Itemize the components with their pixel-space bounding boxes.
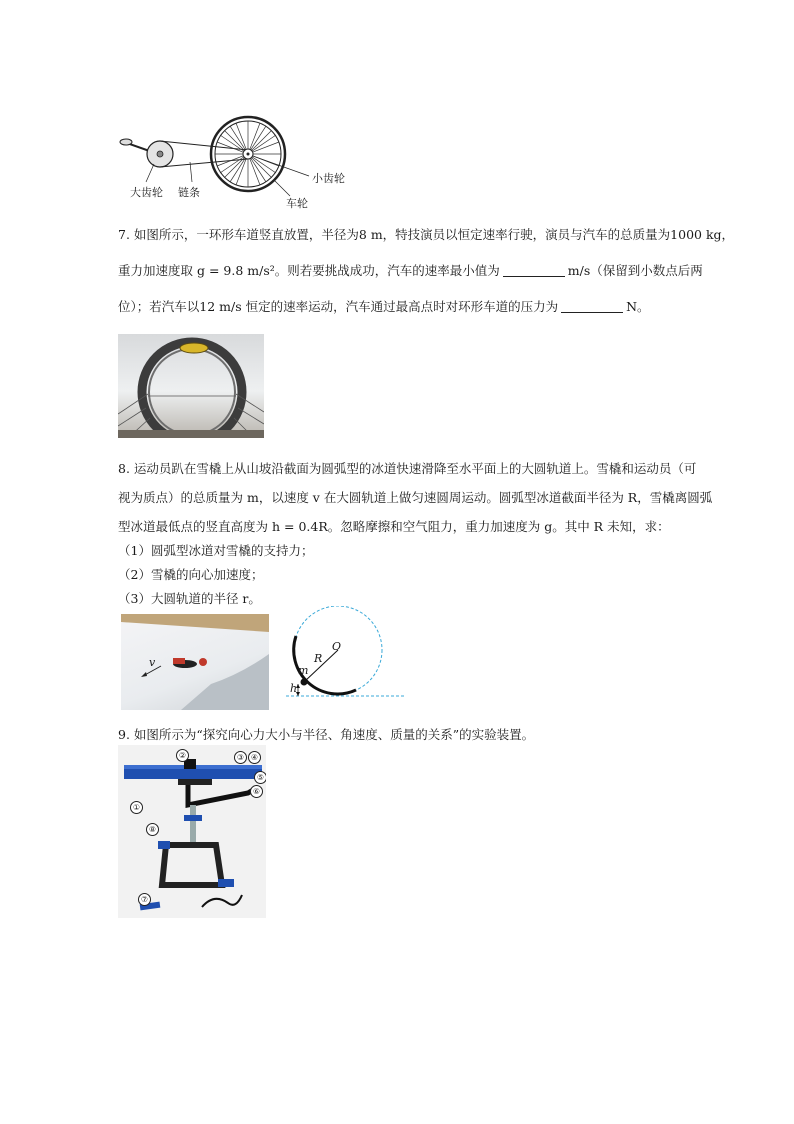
q7-line3-text: 位）；若汽车以12 m/s 恒定的速率运动，汽车通过最高点时对环形车道的压力为	[118, 299, 559, 314]
q7-line2-unit: m/s（保留到小数点后两	[567, 263, 703, 278]
answer-blank-min-speed[interactable]	[503, 264, 565, 277]
q7-line3	[118, 297, 650, 315]
diagram-label-o: O	[332, 640, 342, 653]
diagram-label-r: R	[314, 652, 323, 665]
q8-sub1: （1）圆弧型冰道对雪橇的支持力；	[118, 543, 314, 558]
q7-line2-text: 重力加速度取 g = 9.8 m/s²。则若要挑战成功，汽车的速率最小值为	[118, 263, 500, 278]
label-large-gear: 大齿轮	[130, 186, 163, 199]
diagram-label-m: m	[298, 664, 309, 677]
apparatus-marker-8: ⑧	[146, 823, 159, 836]
sled-velocity-label: v	[149, 656, 156, 669]
q7-line2	[118, 261, 703, 279]
diagram-label-h: h	[290, 682, 298, 695]
apparatus-marker-5: ⑤	[254, 771, 266, 784]
apparatus-marker-7: ⑦	[138, 893, 151, 906]
sled-photo	[121, 614, 269, 710]
loop-track-photo	[118, 334, 264, 438]
label-wheel: 车轮	[286, 197, 308, 210]
q8-line3: 型冰道最低点的竖直高度为 h = 0.4R。忽略摩擦和空气阻力，重力加速度为 g。其中 R 未知，求：	[118, 519, 670, 534]
q7-line1: 7. 如图所示，一环形车道竖直放置，半径为8 m，特技演员以恒定速率行驶，演员与汽车的总质量为1000 kg，	[118, 227, 735, 242]
answer-blank-pressure[interactable]	[561, 300, 623, 313]
label-chain: 链条	[178, 186, 200, 199]
apparatus-marker-6: ⑥	[250, 785, 263, 798]
q8-line1: 8. 运动员趴在雪橇上从山坡沿截面为圆弧型的冰道快速滑降至水平面上的大圆轨道上。雪橇和运动员（可	[118, 461, 697, 476]
bicycle-figure	[114, 112, 364, 212]
q7-line3-unit: N。	[626, 299, 650, 314]
q9-line1: 9. 如图所示为“探究向心力大小与半径、角速度、质量的关系”的实验装置。	[118, 727, 535, 742]
apparatus-marker-2: ②	[176, 749, 189, 762]
q8-line2: 视为质点）的总质量为 m，以速度 v 在大圆轨道上做匀速圆周运动。圆弧型冰道截面半径为 R，雪橇离圆弧	[118, 490, 713, 505]
q8-sub3: （3）大圆轨道的半径 r。	[118, 591, 261, 606]
apparatus-marker-1: ①	[130, 801, 143, 814]
sled-diagram	[286, 606, 404, 714]
label-small-gear: 小齿轮	[312, 172, 345, 185]
q8-sub2: （2）雪橇的向心加速度；	[118, 567, 264, 582]
apparatus-photo	[118, 745, 266, 918]
apparatus-marker-4: ④	[248, 751, 261, 764]
apparatus-marker-3: ③	[234, 751, 247, 764]
